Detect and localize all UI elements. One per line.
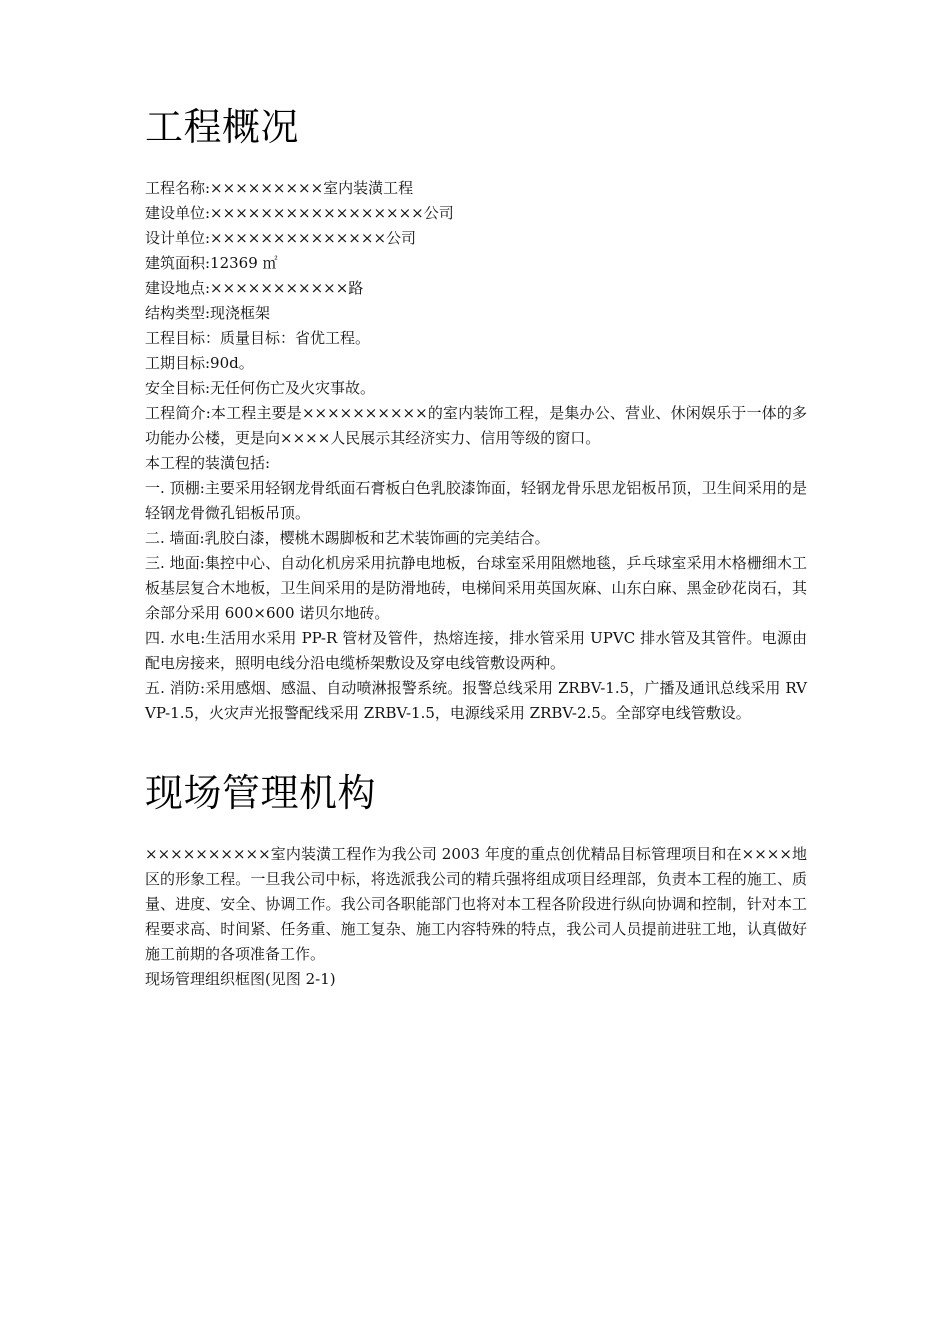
paragraph-floors: 三. 地面:集控中心、自动化机房采用抗静电地板，台球室采用阻燃地毯，乒乓球室采用木格栅细木工板基层复合木地板，卫生间采用的是防滑地砖，电梯间采用英国灰麻、山东白麻、黑金砂花岗石，其余部分采用 600×600 诺贝尔地砖。 xyxy=(145,554,807,622)
paragraph-project-intro: 工程简介:本工程主要是××××××××××的室内装饰工程，是集办公、营业、休闲娱乐于一体的多功能办公楼，更是向××××人民展示其经济实力、信用等级的窗口。 xyxy=(145,404,807,447)
line-location: 建设地点:×××××××××××路 xyxy=(145,279,364,297)
line-quality-goal: 工程目标：质量目标：省优工程。 xyxy=(145,329,371,347)
line-area: 建筑面积:12369 ㎡ xyxy=(145,254,278,272)
line-safety-goal: 安全目标:无任何伤亡及火灾事故。 xyxy=(145,379,376,397)
line-schedule-goal: 工期目标:90d。 xyxy=(145,354,254,372)
section-body xyxy=(145,176,807,726)
paragraph-fire-protection: 五. 消防:采用感烟、感温、自动喷淋报警系统。报警总线采用 ZRBV-1.5，广播及通讯总线采用 RVVP-1.5，火灾声光报警配线采用 ZRBV-1.5，电源线采用 ZRBV-2.5。全部穿电线管敷设。 xyxy=(145,679,807,722)
section-heading: 工程概况 xyxy=(145,105,300,149)
section-site-management xyxy=(145,770,807,992)
paragraph-management-intro: ××××××××××室内装潢工程作为我公司 2003 年度的重点创优精品目标管理项目和在××××地区的形象工程。一旦我公司中标，将选派我公司的精兵强将组成项目经理部，负责本工程的施工、质量、进度、安全、协调工作。我公司各职能部门也将对本工程各阶段进行纵向协调和控制，针对本工程要求高、时间紧、任务重、施工复杂、施工内容特殊的特点，我公司人员提前进驻工地，认真做好施工前期的各项准备工作。 xyxy=(145,845,807,963)
section-project-overview xyxy=(145,104,807,726)
section-body xyxy=(145,842,807,992)
line-owner: 建设单位:×××××××××××××××××公司 xyxy=(145,204,454,222)
line-org-chart-reference: 现场管理组织框图(见图 2-1) xyxy=(145,970,336,988)
line-project-name: 工程名称:×××××××××室内装潢工程 xyxy=(145,179,414,197)
paragraph-plumbing-electrical: 四. 水电:生活用水采用 PP-R 管材及管件，热熔连接，排水管采用 UPVC 排水管及其管件。电源由配电房接来，照明电线分沿电缆桥架敷设及穿电线管敷设两种。 xyxy=(145,629,807,672)
paragraph-ceiling: 一. 顶棚:主要采用轻钢龙骨纸面石膏板白色乳胶漆饰面，轻钢龙骨乐思龙铝板吊顶，卫生间采用的是轻钢龙骨微孔铝板吊顶。 xyxy=(145,479,807,522)
paragraph-walls: 二. 墙面:乳胶白漆，樱桃木踢脚板和艺术装饰画的完美结合。 xyxy=(145,529,550,547)
line-structure: 结构类型:现浇框架 xyxy=(145,304,271,322)
line-designer: 设计单位:××××××××××××××公司 xyxy=(145,229,417,247)
line-decoration-intro: 本工程的装潢包括: xyxy=(145,454,271,472)
section-heading: 现场管理机构 xyxy=(145,771,377,815)
